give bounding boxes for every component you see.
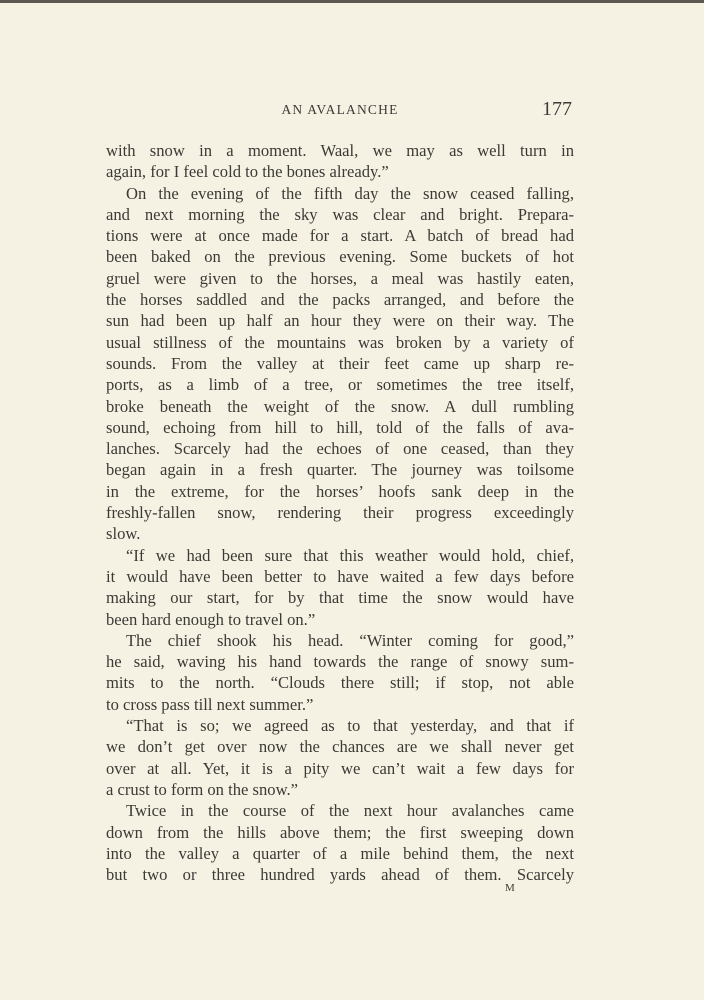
text-line: been baked on the previous evening. Some buckets of hot — [106, 247, 574, 267]
page-number: 177 — [542, 98, 572, 120]
text-line: over at all. Yet, it is a pity we can’t wait a few days for — [106, 758, 574, 778]
running-title: AN AVALANCHE — [281, 102, 399, 117]
text-line: Twice in the course of the next hour avalanches came — [126, 801, 574, 821]
text-line: he said, waving his hand towards the range of snowy sum- — [106, 652, 574, 672]
text-line: sounds. From the valley at their feet came up sharp re- — [106, 353, 574, 373]
text-line: gruel were given to the horses, a meal was hastily eaten, — [106, 268, 574, 288]
text-line: sound, echoing from hill to hill, told of the falls of ava- — [106, 417, 574, 437]
text-line: freshly-fallen snow, rendering their progress exceedingly — [106, 503, 574, 523]
text-line: into the valley a quarter of a mile behind them, the next — [106, 843, 574, 863]
text-line: “That is so; we agreed as to that yesterday, and that if — [126, 716, 574, 736]
text-line: it would have been better to have waited a few days before — [106, 566, 574, 586]
text-line: “If we had been sure that this weather would hold, chief, — [126, 545, 574, 565]
text-line: a crust to form on the snow.” — [106, 779, 299, 799]
text-line: began again in a fresh quarter. The journey was toilsome — [106, 460, 574, 480]
body-text — [106, 140, 574, 885]
text-line: and next morning the sky was clear and bright. Prepara- — [106, 204, 574, 224]
text-line: mits to the north. “Clouds there still; if stop, not able — [106, 673, 574, 693]
text-line: making our start, for by that time the snow would have — [106, 588, 574, 608]
text-line: slow. — [106, 524, 141, 544]
text-line: On the evening of the fifth day the snow ceased falling, — [126, 183, 574, 203]
text-line: again, for I feel cold to the bones already.” — [106, 162, 389, 182]
text-line: but two or three hundred yards ahead of them. Scarcely — [106, 865, 574, 885]
text-line: lanches. Scarcely had the echoes of one ceased, than they — [106, 439, 574, 459]
text-line: we don’t get over now the chances are we shall never get — [106, 737, 574, 757]
signature-mark: M — [505, 882, 516, 894]
text-line: to cross pass till next summer.” — [106, 694, 314, 714]
text-line: sun had been up half an hour they were on their way. The — [106, 311, 574, 331]
text-line: with snow in a moment. Waal, we may as well turn in — [106, 141, 574, 160]
page-header — [106, 98, 574, 124]
text-line: The chief shook his head. “Winter coming for good,” — [126, 630, 574, 650]
text-line: tions were at once made for a start. A batch of bread had — [106, 226, 574, 246]
text-line: the horses saddled and the packs arranged, and before the — [106, 290, 574, 310]
text-line: been hard enough to travel on.” — [106, 609, 316, 629]
text-line: usual stillness of the mountains was broken by a variety of — [106, 332, 574, 352]
text-line: broke beneath the weight of the snow. A dull rumbling — [106, 396, 574, 416]
text-line: ports, as a limb of a tree, or sometimes the tree itself, — [106, 375, 574, 395]
top-edge-rule — [0, 0, 704, 3]
text-line: in the extreme, for the horses’ hoofs sank deep in the — [106, 481, 574, 501]
text-line: down from the hills above them; the first sweeping down — [106, 822, 574, 842]
